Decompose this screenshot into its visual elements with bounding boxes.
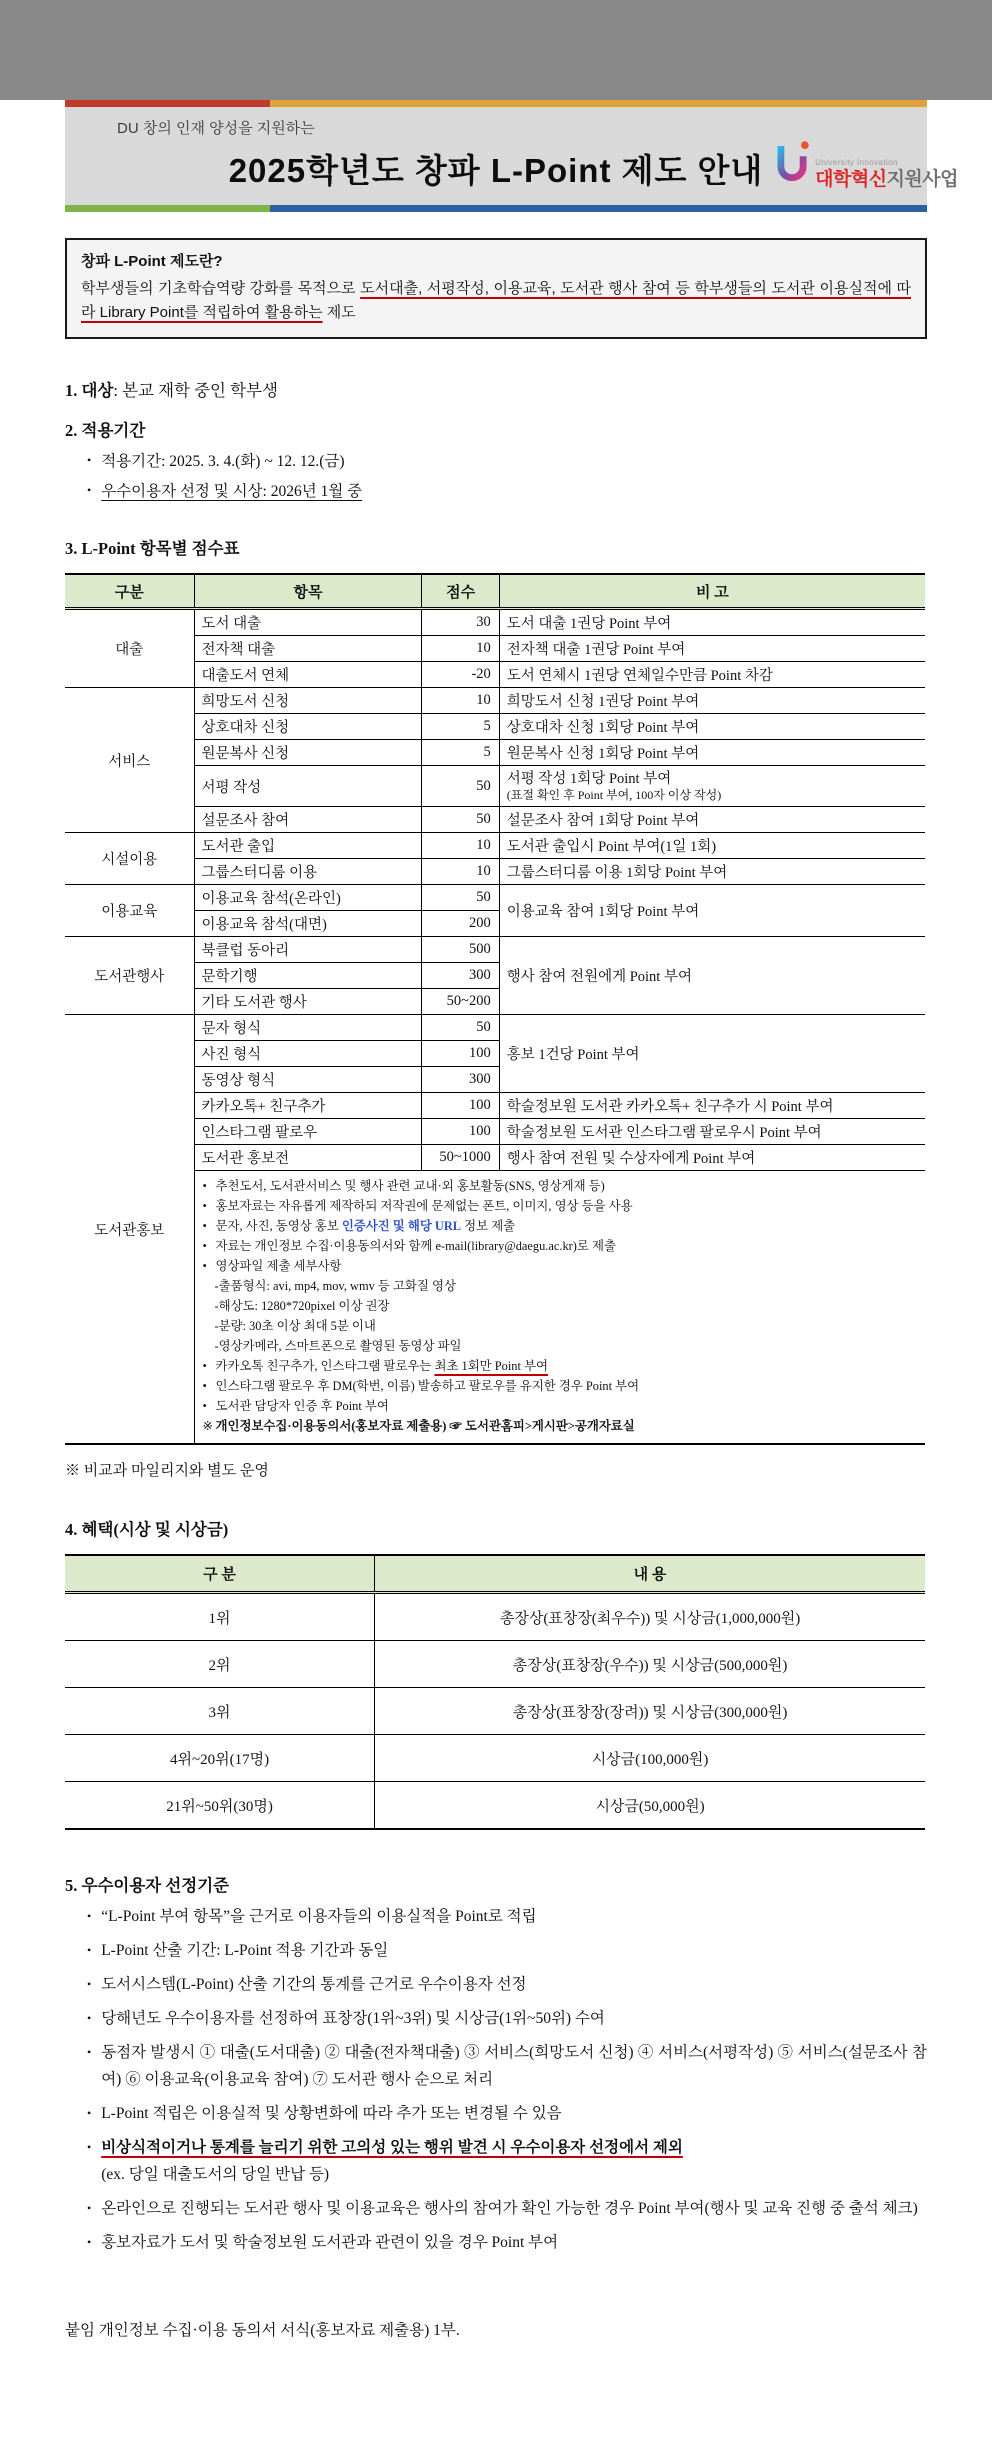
group-cell: 도서관홍보 <box>65 1015 194 1445</box>
detail-text <box>216 1396 389 1416</box>
note-cell <box>499 1145 925 1171</box>
rank-cell: 3위 <box>65 1688 375 1735</box>
rank-cell: 4위~20위(17명) <box>65 1735 375 1782</box>
text-segment: 정보 제출 <box>461 1219 516 1233</box>
prize-cell: 총장상(표창장(우수)) 및 시상금(500,000원) <box>375 1641 925 1688</box>
section5-heading: 5. 우수이용자 선정기준 <box>65 1876 230 1895</box>
column-header: 비 고 <box>499 574 925 609</box>
list-item <box>87 2100 927 2127</box>
criteria-text <box>101 1937 388 1964</box>
text-segment: 인스타그램 팔로우 후 DM(학번, 이름) 발송하고 팔로우를 유지한 경우 Point 부여 <box>215 1379 640 1393</box>
bullet-icon: • <box>87 2045 92 2059</box>
item-cell: 동영상 형식 <box>194 1067 422 1093</box>
score-cell: 200 <box>422 911 499 937</box>
score-cell: 50~1000 <box>422 1145 499 1171</box>
note-text: 도서관 출입시 Point 부여(1일 1회) <box>506 839 717 855</box>
period-text: 적용기간: 2025. 3. 4.(화) ~ 12. 12.(금) <box>101 453 345 470</box>
detail-line <box>203 1376 918 1396</box>
benefits-table-body <box>65 1593 925 1830</box>
section1-label: 1. 대상 <box>65 381 114 400</box>
table-row <box>65 1093 925 1119</box>
bullet-icon: • <box>87 483 92 497</box>
score-cell: 5 <box>422 740 499 766</box>
detail-text <box>215 1336 462 1356</box>
banner-subtitle: DU 창의 인재 양성을 지원하는 <box>117 120 315 137</box>
score-cell: 10 <box>422 636 499 662</box>
intro-box <box>65 238 927 339</box>
score-cell: 10 <box>422 688 499 714</box>
item-cell: 문자 형식 <box>194 1015 422 1041</box>
text-segment: -영상카메라, 스마트폰으로 촬영된 동영상 파일 <box>214 1339 462 1353</box>
bullet-icon: • <box>202 1219 207 1233</box>
item-cell: 설문조사 참여 <box>194 807 422 833</box>
score-cell: -20 <box>422 662 499 688</box>
section4-heading: 4. 혜택(시상 및 시상금) <box>65 1520 229 1539</box>
bar-segment-green <box>65 205 270 212</box>
document-page <box>0 100 992 2462</box>
criteria-text <box>101 1903 536 1930</box>
text-segment: 도서시스템(L-Point) 산출 기간의 통계를 근거로 우수이용자 선정 <box>101 1976 527 1993</box>
column-header: 내 용 <box>375 1555 925 1593</box>
section2-heading: 2. 적용기간 <box>65 421 146 440</box>
detail-text <box>215 1316 376 1336</box>
item-cell: 희망도서 신청 <box>194 688 422 714</box>
note-cell <box>499 1015 925 1093</box>
note-cell <box>499 688 925 714</box>
item-cell: 도서관 출입 <box>194 833 422 859</box>
note-text: 희망도서 신청 1권당 Point 부여 <box>506 694 700 710</box>
logo-brand <box>815 170 958 189</box>
column-header: 점수 <box>422 574 499 609</box>
score-cell: 50 <box>422 1015 499 1041</box>
text-segment: 홍보자료가 도서 및 학술정보원 도서관과 관련이 있을 경우 Point 부여 <box>101 2234 559 2251</box>
section3-heading: 3. L-Point 항목별 점수표 <box>65 539 240 558</box>
bullet-icon: • <box>87 2235 92 2249</box>
note-cell <box>499 937 925 1015</box>
bullet-icon: • <box>87 1943 92 1957</box>
item-cell: 그룹스터디룸 이용 <box>194 859 422 885</box>
note-cell <box>499 766 925 807</box>
detail-line <box>203 1396 918 1416</box>
table-footnote: ※ 비교과 마일리지와 별도 운영 <box>65 1463 269 1479</box>
text-segment: 동점자 발생시 ① 대출(도서대출) ② 대출(전자책대출) ③ 서비스(희망도서 신청) ④ 서비스(서평작성) ⑤ 서비스(설문조사 참여) ⑥ 이용교육(이용교육 참여) ⑦ 도서관 행사 순으로 처리 <box>101 2044 927 2088</box>
group-cell: 대출 <box>65 609 194 688</box>
table-row <box>65 609 925 636</box>
score-cell: 100 <box>422 1041 499 1067</box>
detail-line <box>203 1216 918 1236</box>
text-segment: L-Point 적립은 이용실적 및 상황변화에 따라 추가 또는 변경될 수 있음 <box>101 2105 562 2122</box>
detail-line <box>203 1256 918 1276</box>
intro-text: 학부생들의 기초학습역량 강화를 목적으로 <box>81 280 361 297</box>
bullet-icon: • <box>202 1379 207 1393</box>
bullet-icon: • <box>87 1909 92 1923</box>
table-row <box>65 1171 925 1445</box>
group-cell: 시설이용 <box>65 833 194 885</box>
table-row <box>65 1782 925 1830</box>
bullet-icon: • <box>202 1199 207 1213</box>
bullet-icon: • <box>202 1179 207 1193</box>
note-text: 학술정보원 도서관 인스타그램 팔로우시 Point 부여 <box>506 1125 822 1141</box>
note-text: 설문조사 참여 1회당 Point 부여 <box>506 813 700 829</box>
table-header-row <box>65 1555 925 1593</box>
prize-cell: 총장상(표창장(최우수)) 및 시상금(1,000,000원) <box>375 1593 925 1641</box>
note-cell <box>499 1093 925 1119</box>
list-item <box>87 479 927 501</box>
criteria-text <box>101 2039 927 2093</box>
table-row <box>65 1593 925 1641</box>
detail-text <box>216 1356 548 1376</box>
section-benefits <box>65 1516 927 1540</box>
detail-line <box>203 1176 918 1196</box>
note-text: 원문복사 신청 1회당 Point 부여 <box>506 746 700 762</box>
column-header: 구분 <box>65 574 194 609</box>
logo-text <box>815 159 958 190</box>
score-cell: 100 <box>422 1093 499 1119</box>
table-row <box>65 937 925 963</box>
bullet-icon: • <box>202 1359 207 1373</box>
bullet-icon: • <box>202 1239 207 1253</box>
detail-text <box>216 1216 516 1236</box>
text-segment: 도서관 담당자 인증 후 Point 부여 <box>215 1399 389 1413</box>
benefits-table <box>65 1554 925 1830</box>
criteria-text <box>101 2134 683 2188</box>
score-cell: 500 <box>422 937 499 963</box>
criteria-text <box>101 2229 558 2256</box>
note-cell <box>499 636 925 662</box>
criteria-text <box>101 2005 605 2032</box>
text-segment: 비상식적이거나 통계를 늘리기 위한 고의성 있는 행위 발견 시 우수이용자 선정에서 제외 <box>101 2139 683 2156</box>
logo-dot-icon <box>801 141 809 149</box>
table-row <box>65 833 925 859</box>
text-segment: 인증사진 및 해당 URL <box>341 1219 462 1233</box>
note-cell <box>499 885 925 937</box>
score-cell: 30 <box>422 609 499 636</box>
detail-line <box>203 1356 918 1376</box>
bar-segment-blue <box>270 205 927 212</box>
list-item <box>87 1971 927 1998</box>
detail-text <box>216 1196 633 1216</box>
score-cell: 50~200 <box>422 989 499 1015</box>
page-title: 2025학년도 창파 L-Point 제도 안내 <box>228 152 764 189</box>
detail-text <box>216 1416 635 1436</box>
group-cell: 이용교육 <box>65 885 194 937</box>
table-header-row <box>65 574 925 609</box>
table-row <box>65 1688 925 1735</box>
section-period <box>65 417 927 501</box>
table-row <box>65 688 925 714</box>
rank-cell: 21위~50위(30명) <box>65 1782 375 1830</box>
bullet-icon: • <box>202 1399 207 1413</box>
item-cell: 대출도서 연체 <box>194 662 422 688</box>
bullet-icon: • <box>87 2011 92 2025</box>
bullet-icon: • <box>87 1977 92 1991</box>
bar-segment-orange <box>270 100 927 107</box>
intro-underlined-text-1: 도서대출, 서평작성, 이용교육, 도서관 행사 참여 등 학부생 <box>360 280 738 297</box>
note-text: 행사 참여 전원에게 Point 부여 <box>506 969 692 985</box>
note-cell <box>499 609 925 636</box>
detail-line <box>203 1276 918 1296</box>
score-cell: 50 <box>422 766 499 807</box>
item-cell: 서평 작성 <box>194 766 422 807</box>
table-row <box>65 740 925 766</box>
table-row <box>65 1119 925 1145</box>
score-cell: 5 <box>422 714 499 740</box>
item-cell: 이용교육 참석(대면) <box>194 911 422 937</box>
promotion-detail-cell <box>194 1171 925 1445</box>
text-segment: L-Point 산출 기간: L-Point 적용 기간과 동일 <box>101 1942 389 1959</box>
bullet-icon: • <box>202 1259 207 1273</box>
table-row <box>65 662 925 688</box>
note-text: 도서 연체시 1권당 연체일수만큼 Point 차감 <box>506 668 773 684</box>
detail-line <box>203 1336 918 1356</box>
table-row <box>65 1145 925 1171</box>
intro-text-suffix: 제도 <box>322 304 356 321</box>
table-row <box>65 766 925 807</box>
item-cell: 상호대차 신청 <box>194 714 422 740</box>
text-segment: 최초 1회만 Point 부여 <box>434 1359 548 1373</box>
bullet-icon: • <box>87 453 92 467</box>
text-segment: 홍보자료는 자유롭게 제작하되 저작권에 문제없는 폰트, 이미지, 영상 등을 사용 <box>215 1199 633 1213</box>
score-cell: 300 <box>422 1067 499 1093</box>
note-text: 그룹스터디룸 이용 1회당 Point 부여 <box>506 865 728 881</box>
note-cell <box>499 807 925 833</box>
item-cell: 도서관 홍보전 <box>194 1145 422 1171</box>
table-row <box>65 714 925 740</box>
list-item <box>87 449 927 471</box>
list-item <box>87 2005 927 2032</box>
bullet-icon: • <box>87 2106 92 2120</box>
item-cell: 사진 형식 <box>194 1041 422 1067</box>
note-text: 상호대차 신청 1회당 Point 부여 <box>506 720 700 736</box>
table-row <box>65 885 925 911</box>
rank-cell: 1위 <box>65 1593 375 1641</box>
score-cell: 10 <box>422 833 499 859</box>
section-selection-criteria <box>65 1872 927 2256</box>
text-segment: 카카오톡 친구추가, 인스타그램 팔로우는 <box>215 1359 435 1373</box>
university-innovation-logo <box>774 138 958 190</box>
group-cell: 서비스 <box>65 688 194 833</box>
detail-text <box>216 1376 640 1396</box>
bullet-icon: • <box>87 2201 92 2215</box>
bullet-icon: ※ <box>202 1419 213 1433</box>
note-text: 도서 대출 1권당 Point 부여 <box>506 616 672 632</box>
detail-text <box>215 1296 390 1316</box>
text-segment: 자료는 개인정보 수집·이용동의서와 함께 e-mail(library@daegu.ac.kr)로 제출 <box>215 1239 616 1253</box>
detail-text <box>216 1236 616 1256</box>
section1-text: : 본교 재학 중인 학부생 <box>113 381 278 400</box>
text-segment: “L-Point 부여 항목”을 근거로 이용자들의 이용실적을 Point로 적립 <box>101 1908 537 1925</box>
text-segment: 온라인으로 진행되는 도서관 행사 및 이용교육은 행사의 참여가 확인 가능한 경우 Point 부여(행사 및 교육 진행 중 출석 체크) <box>101 2200 918 2217</box>
note-subtext: (표절 확인 후 Point 부여, 100자 이상 작성) <box>506 788 722 802</box>
intro-title: 창파 L-Point 제도란? <box>81 253 223 270</box>
bar-segment-red <box>65 100 270 107</box>
list-item <box>87 1937 927 1964</box>
prize-cell: 총장상(표창장(장려)) 및 시상금(300,000원) <box>375 1688 925 1735</box>
detail-line <box>203 1296 918 1316</box>
table-header <box>65 574 925 609</box>
detail-line <box>203 1416 918 1436</box>
criteria-list <box>65 1903 927 2256</box>
table-header <box>65 1555 925 1593</box>
table-row <box>65 1641 925 1688</box>
group-cell: 도서관행사 <box>65 937 194 1015</box>
text-segment: 영상파일 제출 세부사항 <box>215 1259 342 1273</box>
lpoint-table-body <box>65 609 925 1445</box>
score-cell: 10 <box>422 859 499 885</box>
logo-brand-gray: 지원사업 <box>886 169 958 190</box>
intro-underlined-text-2: 들의 도서관 이용실적에 따라 Library Point를 적립하여 활용하는 <box>81 280 911 321</box>
table-row <box>65 859 925 885</box>
text-segment: -분량: 30초 이상 최대 5분 이내 <box>214 1319 376 1333</box>
criteria-text <box>101 2195 918 2222</box>
logo-tagline: University Innovation <box>815 158 898 167</box>
item-cell: 문학기행 <box>194 963 422 989</box>
text-segment: 추천도서, 도서관서비스 및 행사 관련 교내·외 홍보활동(SNS, 영상게재 등) <box>215 1179 605 1193</box>
list-item <box>87 2195 927 2222</box>
prize-cell: 시상금(50,000원) <box>375 1782 925 1830</box>
text-segment: (ex. 당일 대출도서의 당일 반납 등) <box>101 2166 330 2183</box>
list-item <box>87 2134 927 2188</box>
item-cell: 북클럽 동아리 <box>194 937 422 963</box>
table-row <box>65 1015 925 1041</box>
note-cell <box>499 714 925 740</box>
score-cell: 50 <box>422 807 499 833</box>
table-row <box>65 1735 925 1782</box>
award-schedule-text: 우수이용자 선정 및 시상: 2026년 1월 중 <box>101 483 363 500</box>
prize-cell: 시상금(100,000원) <box>375 1735 925 1782</box>
lpoint-score-table <box>65 573 925 1445</box>
item-cell: 카카오톡+ 친구추가 <box>194 1093 422 1119</box>
list-item <box>87 2039 927 2093</box>
detail-line <box>203 1316 918 1336</box>
detail-text <box>216 1256 342 1276</box>
note-text: 이용교육 참여 1회당 Point 부여 <box>506 904 700 920</box>
text-segment: -출품형식: avi, mp4, mov, wmv 등 고화질 영상 <box>214 1279 456 1293</box>
text-segment: -해상도: 1280*720pixel 이상 권장 <box>214 1299 390 1313</box>
detail-text <box>216 1176 605 1196</box>
note-text: 학술정보원 도서관 카카오톡+ 친구추가 시 Point 부여 <box>506 1099 834 1115</box>
column-header: 항목 <box>194 574 422 609</box>
score-cell: 100 <box>422 1119 499 1145</box>
criteria-text <box>101 1971 526 1998</box>
banner-bottom-bar <box>65 205 927 212</box>
note-text: 홍보 1건당 Point 부여 <box>506 1047 640 1063</box>
score-cell: 50 <box>422 885 499 911</box>
item-cell: 원문복사 신청 <box>194 740 422 766</box>
text-segment: 문자, 사진, 동영상 홍보 <box>215 1219 342 1233</box>
list-item <box>87 1903 927 1930</box>
section-score-table <box>65 535 927 559</box>
section-target <box>65 377 927 401</box>
detail-line <box>203 1196 918 1216</box>
table-row <box>65 636 925 662</box>
bullet-icon: • <box>87 2140 92 2154</box>
text-segment: 당해년도 우수이용자를 선정하여 표창장(1위~3위) 및 시상금(1위~50위) 수여 <box>101 2010 605 2027</box>
note-cell <box>499 833 925 859</box>
banner-top-bar <box>65 100 927 107</box>
logo-brand-red: 대학혁신 <box>815 169 887 190</box>
table-row <box>65 807 925 833</box>
item-cell: 도서 대출 <box>194 609 422 636</box>
note-cell <box>499 662 925 688</box>
criteria-text <box>101 2100 561 2127</box>
detail-text <box>215 1276 456 1296</box>
note-text: 행사 참여 전원 및 수상자에게 Point 부여 <box>506 1151 756 1167</box>
logo-u-icon <box>774 138 810 190</box>
note-text: 전자책 대출 1권당 Point 부여 <box>506 642 686 658</box>
list-item <box>87 2229 927 2256</box>
note-cell <box>499 740 925 766</box>
score-cell: 300 <box>422 963 499 989</box>
detail-line <box>203 1236 918 1256</box>
attachment-note: 붙임 개인정보 수집·이용 동의서 서식(홍보자료 제출용) 1부. <box>65 2322 460 2339</box>
item-cell: 전자책 대출 <box>194 636 422 662</box>
item-cell: 인스타그램 팔로우 <box>194 1119 422 1145</box>
rank-cell: 2위 <box>65 1641 375 1688</box>
intro-body <box>81 277 911 325</box>
note-cell <box>499 859 925 885</box>
item-cell: 기타 도서관 행사 <box>194 989 422 1015</box>
note-cell <box>499 1119 925 1145</box>
text-segment: 개인정보수집·이용동의서(홍보자료 제출용) ☞ 도서관홈피>게시판>공개자료실 <box>215 1419 635 1433</box>
note-text: 서평 작성 1회당 Point 부여 <box>506 771 672 787</box>
column-header: 구 분 <box>65 1555 375 1593</box>
item-cell: 이용교육 참석(온라인) <box>194 885 422 911</box>
